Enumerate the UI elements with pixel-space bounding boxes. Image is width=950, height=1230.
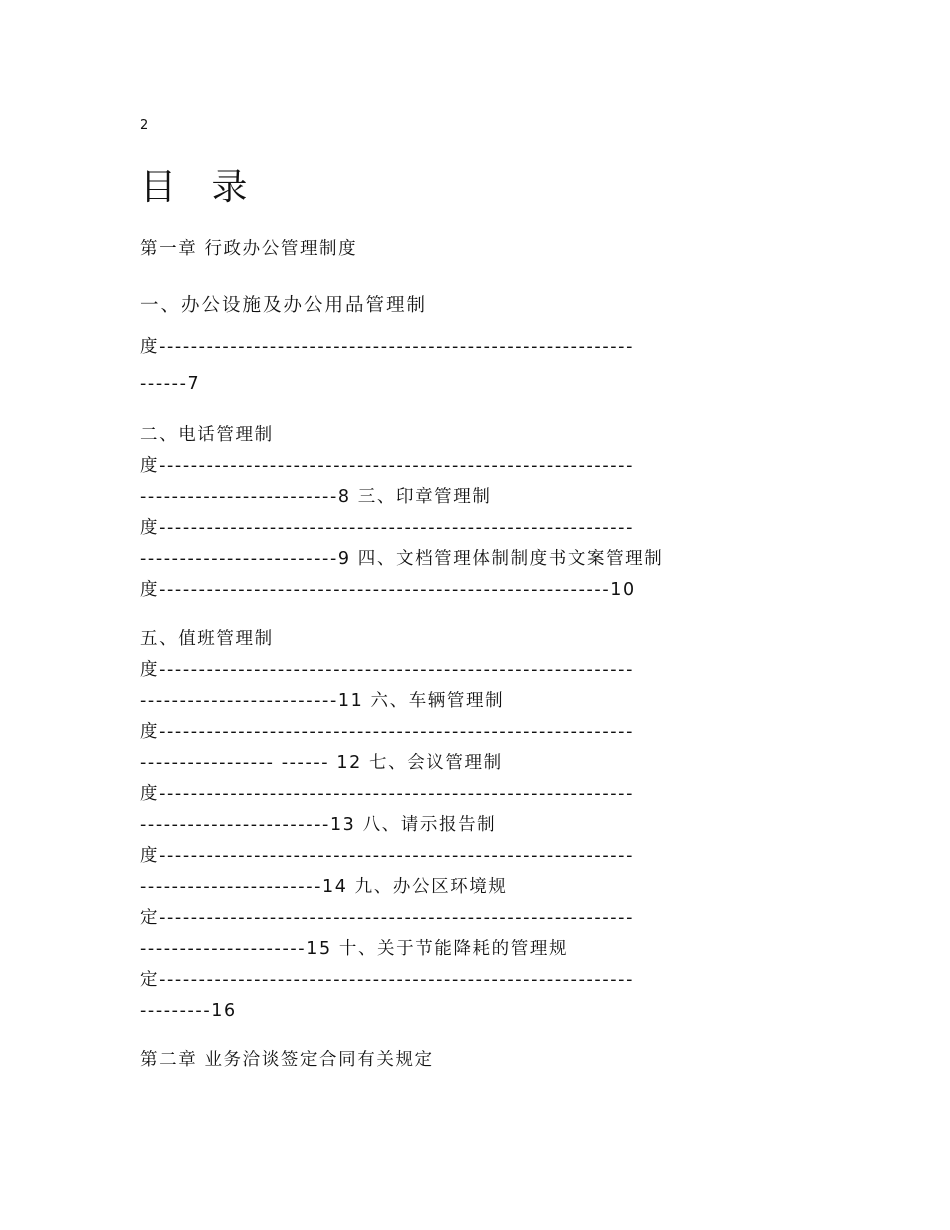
toc-leader-line: 度------------------------------------------------------------ bbox=[140, 660, 634, 680]
toc-leader-line: 定------------------------------------------------------------ bbox=[140, 908, 634, 928]
toc-leader-line: ------------------------13 八、请示报告制 bbox=[140, 815, 497, 835]
toc-leader-line: ------7 bbox=[140, 374, 201, 394]
toc-leader-line: 定------------------------------------------------------------ bbox=[140, 970, 634, 990]
toc-leader-line: 度------------------------------------------------------------ bbox=[140, 784, 634, 804]
toc-leader-line: 度------------------------------------------------------------ bbox=[140, 846, 634, 866]
chapter-heading: 第一章 行政办公管理制度 bbox=[140, 239, 358, 259]
page-number: 2 bbox=[140, 118, 149, 133]
toc-leader-line: ----------------- ------ 12 七、会议管理制 bbox=[140, 753, 503, 773]
toc-leader-line: -------------------------11 六、车辆管理制 bbox=[140, 691, 505, 711]
toc-leader-line: 度------------------------------------------------------------ bbox=[140, 456, 634, 476]
toc-entry-line: 二、电话管理制 bbox=[140, 425, 274, 445]
toc-title: 目 录 bbox=[140, 167, 260, 208]
toc-leader-line: ---------16 bbox=[140, 1001, 237, 1021]
chapter-heading: 第二章 业务洽谈签定合同有关规定 bbox=[140, 1050, 434, 1070]
toc-entry-line: 一、办公设施及办公用品管理制 bbox=[140, 295, 428, 316]
toc-entry-line: 五、值班管理制 bbox=[140, 629, 274, 649]
toc-leader-line: -----------------------14 九、办公区环境规 bbox=[140, 877, 508, 897]
toc-leader-line: ---------------------15 十、关于节能降耗的管理规 bbox=[140, 939, 569, 959]
toc-leader-line: 度------------------------------------------------------------ bbox=[140, 722, 634, 742]
toc-leader-line: -------------------------9 四、文档管理体制制度书文案管理制 bbox=[140, 549, 664, 569]
toc-leader-line: 度------------------------------------------------------------ bbox=[140, 337, 634, 357]
toc-leader-line: 度---------------------------------------------------------10 bbox=[140, 580, 636, 600]
toc-leader-line: -------------------------8 三、印章管理制 bbox=[140, 487, 492, 507]
toc-leader-line: 度------------------------------------------------------------ bbox=[140, 518, 634, 538]
